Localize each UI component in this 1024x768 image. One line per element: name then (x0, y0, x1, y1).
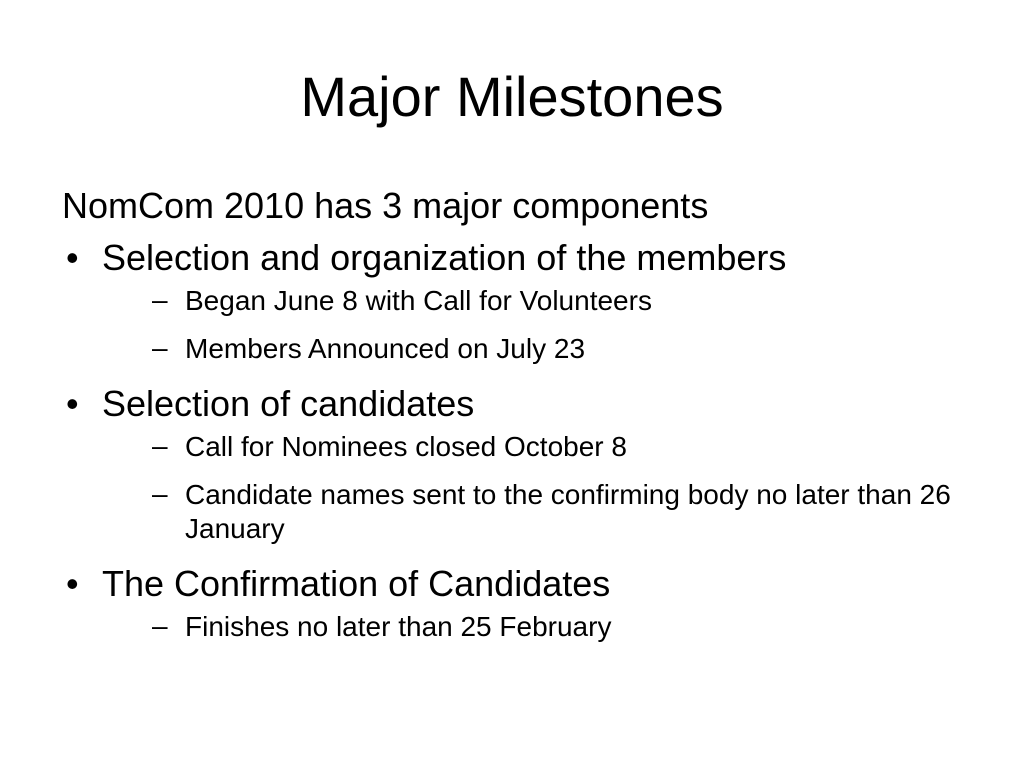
dash-icon: – (152, 478, 168, 509)
bullet-list (62, 234, 972, 644)
sub-text: Members Announced on July 23 (185, 333, 586, 364)
sub-list (102, 430, 972, 546)
sub-item (102, 332, 972, 366)
dash-icon: – (152, 610, 168, 641)
intro-text: NomCom 2010 has 3 major components (62, 185, 709, 226)
bullet-item (62, 380, 972, 546)
dash-icon: – (152, 284, 168, 315)
slide-title: Major Milestones (300, 65, 724, 128)
sub-item (102, 610, 972, 644)
sub-text: Call for Nominees closed October 8 (185, 431, 627, 462)
bullet-text: Selection of candidates (102, 383, 475, 424)
sub-text: Candidate names sent to the confirming body no later than 26 January (185, 479, 951, 544)
sub-item (102, 284, 972, 318)
bullet-text: The Confirmation of Candidates (102, 563, 611, 604)
bullet-icon: • (66, 383, 79, 424)
dash-icon: – (152, 430, 168, 461)
bullet-icon: • (66, 563, 79, 604)
slide-content (62, 182, 972, 658)
sub-item (102, 478, 972, 546)
bullet-item (62, 234, 972, 366)
sub-text: Finishes no later than 25 February (185, 611, 612, 642)
sub-list (102, 610, 972, 644)
sub-list (102, 284, 972, 366)
sub-text: Began June 8 with Call for Volunteers (185, 285, 652, 316)
bullet-item (62, 560, 972, 644)
sub-item (102, 430, 972, 464)
dash-icon: – (152, 332, 168, 363)
bullet-icon: • (66, 237, 79, 278)
bullet-text: Selection and organization of the members (102, 237, 787, 278)
